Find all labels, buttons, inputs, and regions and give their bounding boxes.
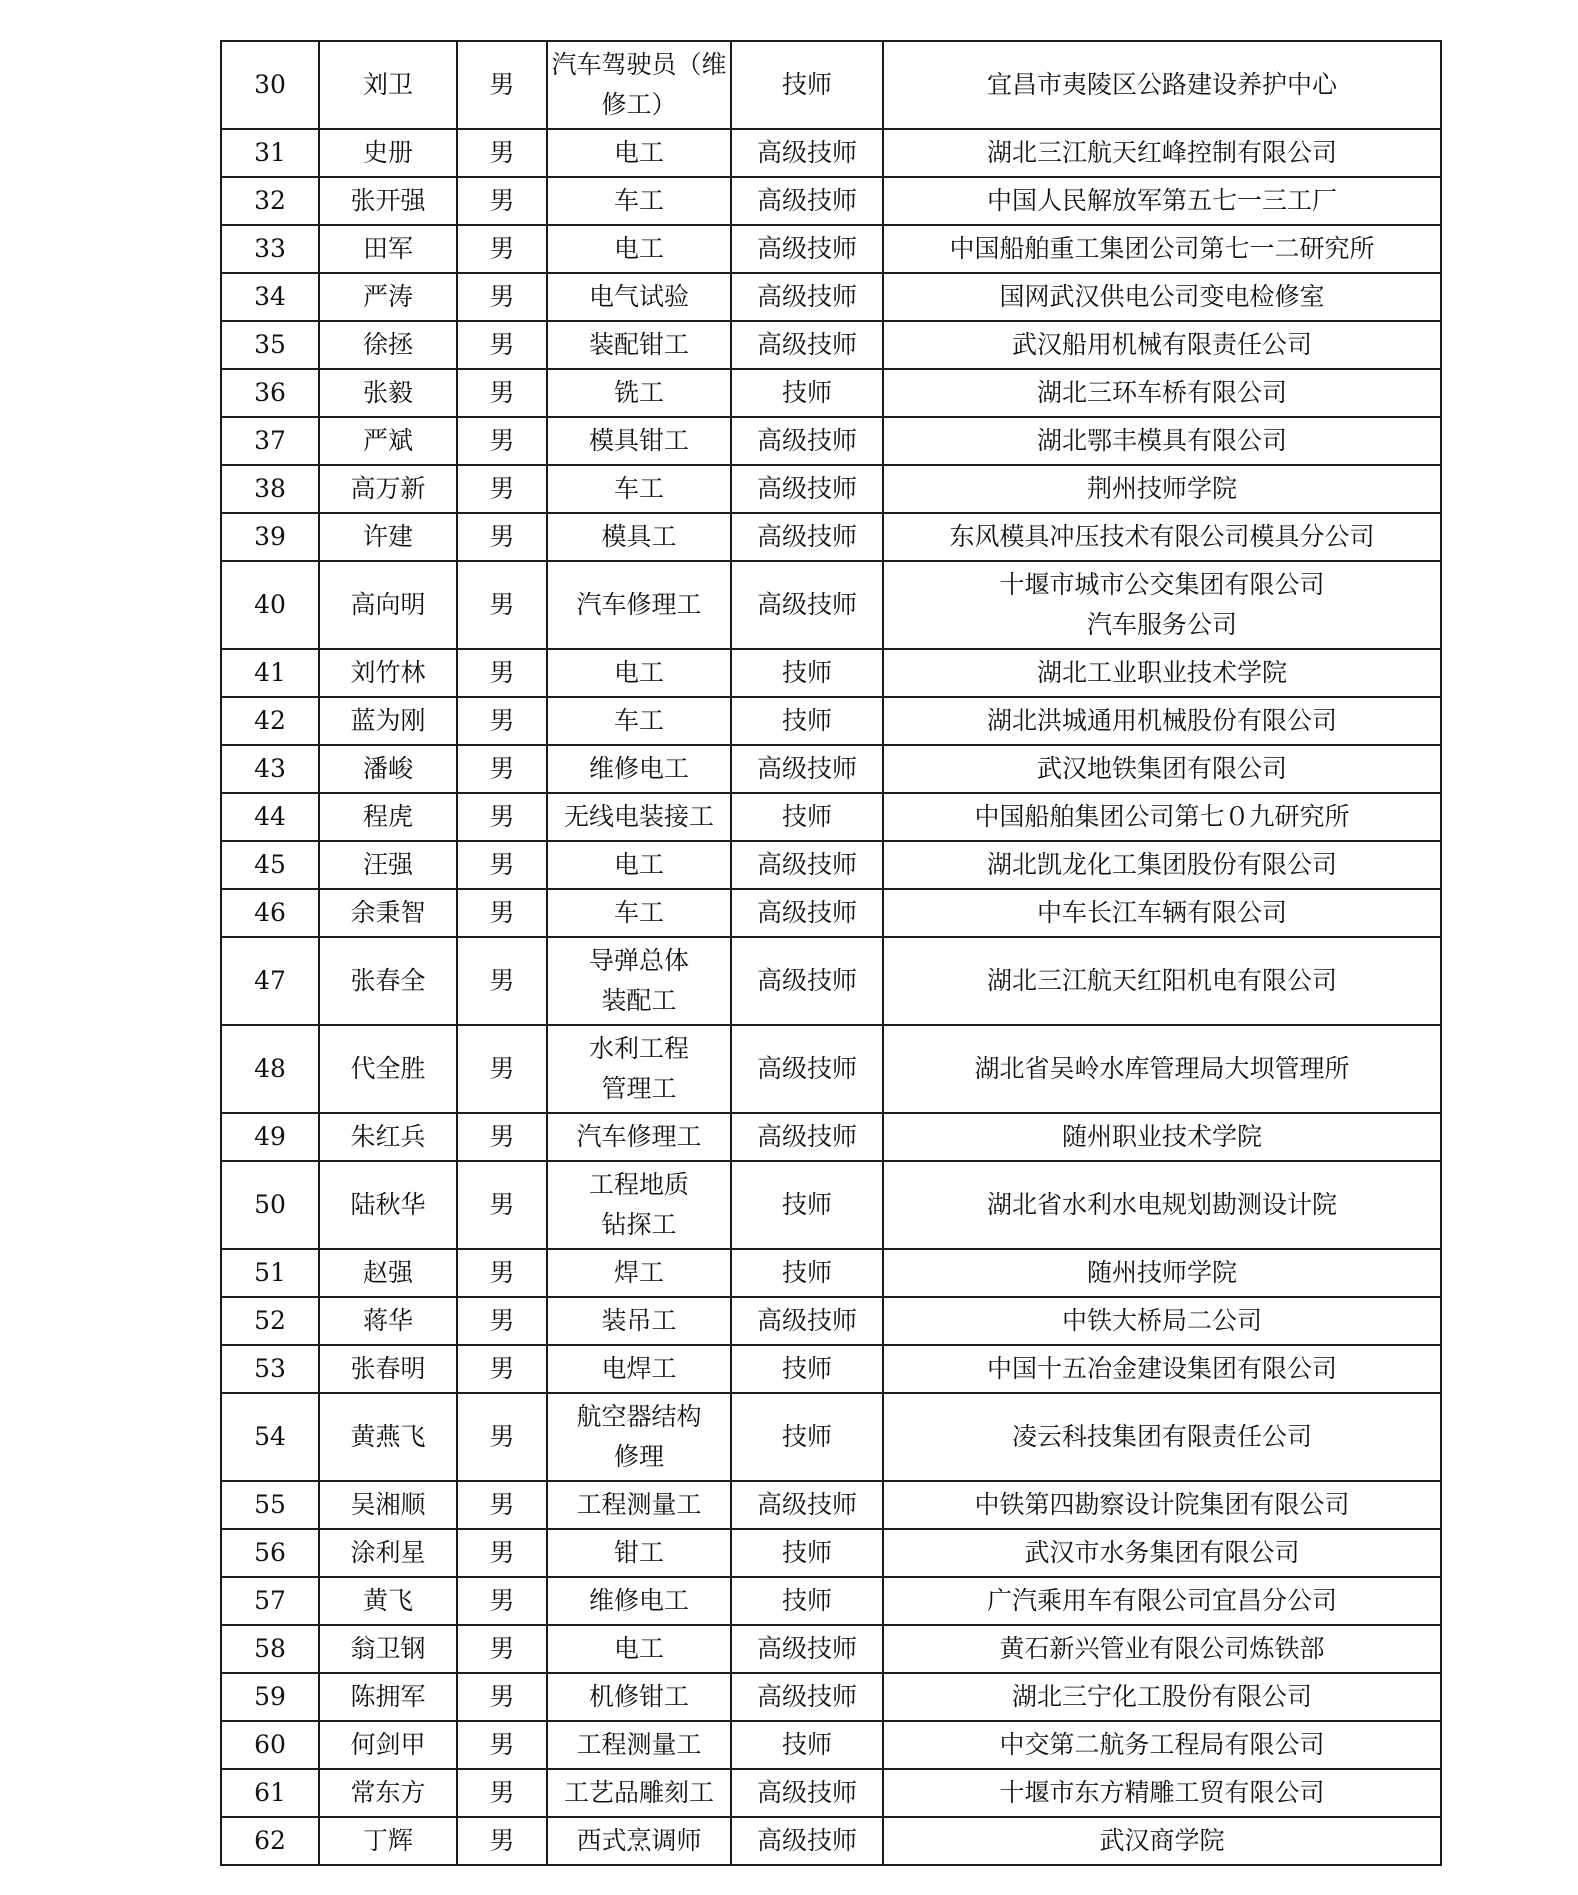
row-number-cell: 35 <box>221 321 319 369</box>
work-unit-cell: 武汉市水务集团有限公司 <box>883 1529 1441 1577</box>
name-cell: 余秉智 <box>319 889 457 937</box>
work-unit-cell: 中国船舶集团公司第七０九研究所 <box>883 793 1441 841</box>
name-cell: 常东方 <box>319 1769 457 1817</box>
name-cell: 张毅 <box>319 369 457 417</box>
row-number-cell: 44 <box>221 793 319 841</box>
work-unit-cell: 凌云科技集团有限责任公司 <box>883 1393 1441 1481</box>
roster-table-body <box>221 41 1441 1865</box>
roster-table <box>220 40 1442 1866</box>
name-cell: 赵强 <box>319 1249 457 1297</box>
occupation-cell: 导弹总体 装配工 <box>547 937 731 1025</box>
gender-cell: 男 <box>457 1249 547 1297</box>
occupation-cell: 航空器结构 修理 <box>547 1393 731 1481</box>
gender-cell: 男 <box>457 745 547 793</box>
table-row <box>221 1345 1441 1393</box>
occupation-cell: 电工 <box>547 1625 731 1673</box>
name-cell: 高向明 <box>319 561 457 649</box>
skill-level-cell: 高级技师 <box>731 225 883 273</box>
table-row <box>221 321 1441 369</box>
work-unit-cell: 中铁第四勘察设计院集团有限公司 <box>883 1481 1441 1529</box>
occupation-cell: 电气试验 <box>547 273 731 321</box>
skill-level-cell: 高级技师 <box>731 417 883 465</box>
occupation-cell: 工艺品雕刻工 <box>547 1769 731 1817</box>
table-row <box>221 1577 1441 1625</box>
name-cell: 徐拯 <box>319 321 457 369</box>
row-number-cell: 62 <box>221 1817 319 1865</box>
occupation-cell: 电工 <box>547 649 731 697</box>
work-unit-cell: 荆州技师学院 <box>883 465 1441 513</box>
skill-level-cell: 高级技师 <box>731 889 883 937</box>
work-unit-cell: 中交第二航务工程局有限公司 <box>883 1721 1441 1769</box>
name-cell: 程虎 <box>319 793 457 841</box>
gender-cell: 男 <box>457 889 547 937</box>
table-row <box>221 177 1441 225</box>
table-row <box>221 129 1441 177</box>
skill-level-cell: 高级技师 <box>731 1297 883 1345</box>
occupation-cell: 工程测量工 <box>547 1721 731 1769</box>
work-unit-cell: 中国船舶重工集团公司第七一二研究所 <box>883 225 1441 273</box>
skill-level-cell: 高级技师 <box>731 937 883 1025</box>
gender-cell: 男 <box>457 1673 547 1721</box>
name-cell: 刘卫 <box>319 41 457 129</box>
skill-level-cell: 技师 <box>731 649 883 697</box>
row-number-cell: 60 <box>221 1721 319 1769</box>
table-row <box>221 1393 1441 1481</box>
occupation-cell: 维修电工 <box>547 1577 731 1625</box>
occupation-cell: 车工 <box>547 889 731 937</box>
work-unit-cell: 武汉船用机械有限责任公司 <box>883 321 1441 369</box>
table-row <box>221 1161 1441 1249</box>
name-cell: 许建 <box>319 513 457 561</box>
skill-level-cell: 技师 <box>731 1577 883 1625</box>
gender-cell: 男 <box>457 1577 547 1625</box>
name-cell: 蒋华 <box>319 1297 457 1345</box>
name-cell: 吴湘顺 <box>319 1481 457 1529</box>
table-row <box>221 1297 1441 1345</box>
row-number-cell: 53 <box>221 1345 319 1393</box>
work-unit-cell: 湖北工业职业技术学院 <box>883 649 1441 697</box>
name-cell: 史册 <box>319 129 457 177</box>
work-unit-cell: 中车长江车辆有限公司 <box>883 889 1441 937</box>
gender-cell: 男 <box>457 561 547 649</box>
gender-cell: 男 <box>457 1769 547 1817</box>
row-number-cell: 48 <box>221 1025 319 1113</box>
work-unit-cell: 东风模具冲压技术有限公司模具分公司 <box>883 513 1441 561</box>
table-row <box>221 1721 1441 1769</box>
skill-level-cell: 技师 <box>731 1161 883 1249</box>
row-number-cell: 40 <box>221 561 319 649</box>
table-row <box>221 1249 1441 1297</box>
table-row <box>221 273 1441 321</box>
row-number-cell: 30 <box>221 41 319 129</box>
occupation-cell: 工程地质 钻探工 <box>547 1161 731 1249</box>
occupation-cell: 模具钳工 <box>547 417 731 465</box>
row-number-cell: 50 <box>221 1161 319 1249</box>
gender-cell: 男 <box>457 273 547 321</box>
table-row <box>221 1481 1441 1529</box>
work-unit-cell: 湖北三江航天红峰控制有限公司 <box>883 129 1441 177</box>
skill-level-cell: 高级技师 <box>731 1625 883 1673</box>
work-unit-cell: 中国十五冶金建设集团有限公司 <box>883 1345 1441 1393</box>
skill-level-cell: 高级技师 <box>731 1113 883 1161</box>
table-row <box>221 41 1441 129</box>
skill-level-cell: 高级技师 <box>731 745 883 793</box>
occupation-cell: 钳工 <box>547 1529 731 1577</box>
table-row <box>221 1625 1441 1673</box>
table-row <box>221 1673 1441 1721</box>
gender-cell: 男 <box>457 225 547 273</box>
skill-level-cell: 高级技师 <box>731 1673 883 1721</box>
table-row <box>221 1113 1441 1161</box>
skill-level-cell: 高级技师 <box>731 129 883 177</box>
table-row <box>221 649 1441 697</box>
work-unit-cell: 湖北三江航天红阳机电有限公司 <box>883 937 1441 1025</box>
name-cell: 严斌 <box>319 417 457 465</box>
row-number-cell: 31 <box>221 129 319 177</box>
work-unit-cell: 十堰市东方精雕工贸有限公司 <box>883 1769 1441 1817</box>
row-number-cell: 45 <box>221 841 319 889</box>
occupation-cell: 电工 <box>547 129 731 177</box>
table-row <box>221 369 1441 417</box>
work-unit-cell: 湖北鄂丰模具有限公司 <box>883 417 1441 465</box>
work-unit-cell: 湖北三环车桥有限公司 <box>883 369 1441 417</box>
work-unit-cell: 国网武汉供电公司变电检修室 <box>883 273 1441 321</box>
work-unit-cell: 黄石新兴管业有限公司炼铁部 <box>883 1625 1441 1673</box>
name-cell: 张开强 <box>319 177 457 225</box>
name-cell: 翁卫钢 <box>319 1625 457 1673</box>
table-row <box>221 1025 1441 1113</box>
gender-cell: 男 <box>457 1297 547 1345</box>
table-row <box>221 1529 1441 1577</box>
gender-cell: 男 <box>457 41 547 129</box>
occupation-cell: 铣工 <box>547 369 731 417</box>
occupation-cell: 车工 <box>547 697 731 745</box>
name-cell: 涂利星 <box>319 1529 457 1577</box>
work-unit-cell: 武汉地铁集团有限公司 <box>883 745 1441 793</box>
skill-level-cell: 高级技师 <box>731 561 883 649</box>
skill-level-cell: 高级技师 <box>731 841 883 889</box>
gender-cell: 男 <box>457 1529 547 1577</box>
skill-level-cell: 技师 <box>731 793 883 841</box>
gender-cell: 男 <box>457 417 547 465</box>
row-number-cell: 55 <box>221 1481 319 1529</box>
work-unit-cell: 湖北三宁化工股份有限公司 <box>883 1673 1441 1721</box>
row-number-cell: 34 <box>221 273 319 321</box>
row-number-cell: 39 <box>221 513 319 561</box>
row-number-cell: 42 <box>221 697 319 745</box>
occupation-cell: 模具工 <box>547 513 731 561</box>
table-row <box>221 697 1441 745</box>
work-unit-cell: 湖北洪城通用机械股份有限公司 <box>883 697 1441 745</box>
table-row <box>221 225 1441 273</box>
skill-level-cell: 高级技师 <box>731 1481 883 1529</box>
work-unit-cell: 随州职业技术学院 <box>883 1113 1441 1161</box>
table-row <box>221 1769 1441 1817</box>
occupation-cell: 西式烹调师 <box>547 1817 731 1865</box>
row-number-cell: 52 <box>221 1297 319 1345</box>
gender-cell: 男 <box>457 465 547 513</box>
row-number-cell: 37 <box>221 417 319 465</box>
work-unit-cell: 宜昌市夷陵区公路建设养护中心 <box>883 41 1441 129</box>
occupation-cell: 电工 <box>547 841 731 889</box>
skill-level-cell: 技师 <box>731 1345 883 1393</box>
row-number-cell: 32 <box>221 177 319 225</box>
row-number-cell: 43 <box>221 745 319 793</box>
skill-level-cell: 技师 <box>731 41 883 129</box>
gender-cell: 男 <box>457 177 547 225</box>
skill-level-cell: 高级技师 <box>731 321 883 369</box>
gender-cell: 男 <box>457 369 547 417</box>
row-number-cell: 41 <box>221 649 319 697</box>
occupation-cell: 汽车修理工 <box>547 561 731 649</box>
occupation-cell: 水利工程 管理工 <box>547 1025 731 1113</box>
name-cell: 刘竹林 <box>319 649 457 697</box>
name-cell: 张春全 <box>319 937 457 1025</box>
occupation-cell: 电工 <box>547 225 731 273</box>
skill-level-cell: 技师 <box>731 1393 883 1481</box>
gender-cell: 男 <box>457 1113 547 1161</box>
table-row <box>221 793 1441 841</box>
gender-cell: 男 <box>457 1721 547 1769</box>
gender-cell: 男 <box>457 129 547 177</box>
gender-cell: 男 <box>457 649 547 697</box>
work-unit-cell: 武汉商学院 <box>883 1817 1441 1865</box>
occupation-cell: 维修电工 <box>547 745 731 793</box>
skill-level-cell: 高级技师 <box>731 465 883 513</box>
name-cell: 黄燕飞 <box>319 1393 457 1481</box>
table-row <box>221 841 1441 889</box>
work-unit-cell: 湖北凯龙化工集团股份有限公司 <box>883 841 1441 889</box>
table-row <box>221 745 1441 793</box>
skill-level-cell: 技师 <box>731 1249 883 1297</box>
gender-cell: 男 <box>457 841 547 889</box>
work-unit-cell: 随州技师学院 <box>883 1249 1441 1297</box>
occupation-cell: 无线电装接工 <box>547 793 731 841</box>
row-number-cell: 58 <box>221 1625 319 1673</box>
skill-level-cell: 技师 <box>731 697 883 745</box>
name-cell: 代全胜 <box>319 1025 457 1113</box>
row-number-cell: 54 <box>221 1393 319 1481</box>
name-cell: 丁辉 <box>319 1817 457 1865</box>
name-cell: 陈拥军 <box>319 1673 457 1721</box>
gender-cell: 男 <box>457 321 547 369</box>
work-unit-cell: 湖北省水利水电规划勘测设计院 <box>883 1161 1441 1249</box>
gender-cell: 男 <box>457 1481 547 1529</box>
gender-cell: 男 <box>457 1625 547 1673</box>
table-row <box>221 1817 1441 1865</box>
skill-level-cell: 高级技师 <box>731 1769 883 1817</box>
gender-cell: 男 <box>457 1817 547 1865</box>
work-unit-cell: 十堰市城市公交集团有限公司 汽车服务公司 <box>883 561 1441 649</box>
table-row <box>221 889 1441 937</box>
gender-cell: 男 <box>457 793 547 841</box>
gender-cell: 男 <box>457 937 547 1025</box>
table-row <box>221 417 1441 465</box>
occupation-cell: 工程测量工 <box>547 1481 731 1529</box>
skill-level-cell: 高级技师 <box>731 1025 883 1113</box>
work-unit-cell: 湖北省吴岭水库管理局大坝管理所 <box>883 1025 1441 1113</box>
row-number-cell: 33 <box>221 225 319 273</box>
work-unit-cell: 中铁大桥局二公司 <box>883 1297 1441 1345</box>
occupation-cell: 装吊工 <box>547 1297 731 1345</box>
name-cell: 严涛 <box>319 273 457 321</box>
name-cell: 朱红兵 <box>319 1113 457 1161</box>
table-row <box>221 561 1441 649</box>
name-cell: 蓝为刚 <box>319 697 457 745</box>
gender-cell: 男 <box>457 513 547 561</box>
row-number-cell: 51 <box>221 1249 319 1297</box>
work-unit-cell: 广汽乘用车有限公司宜昌分公司 <box>883 1577 1441 1625</box>
occupation-cell: 焊工 <box>547 1249 731 1297</box>
occupation-cell: 汽车修理工 <box>547 1113 731 1161</box>
row-number-cell: 49 <box>221 1113 319 1161</box>
name-cell: 田军 <box>319 225 457 273</box>
work-unit-cell: 中国人民解放军第五七一三工厂 <box>883 177 1441 225</box>
occupation-cell: 装配钳工 <box>547 321 731 369</box>
row-number-cell: 56 <box>221 1529 319 1577</box>
table-row <box>221 937 1441 1025</box>
row-number-cell: 61 <box>221 1769 319 1817</box>
table-row <box>221 465 1441 513</box>
skill-level-cell: 技师 <box>731 1529 883 1577</box>
gender-cell: 男 <box>457 1161 547 1249</box>
row-number-cell: 47 <box>221 937 319 1025</box>
row-number-cell: 59 <box>221 1673 319 1721</box>
gender-cell: 男 <box>457 697 547 745</box>
row-number-cell: 36 <box>221 369 319 417</box>
skill-level-cell: 高级技师 <box>731 513 883 561</box>
table-row <box>221 513 1441 561</box>
skill-level-cell: 技师 <box>731 369 883 417</box>
name-cell: 何剑甲 <box>319 1721 457 1769</box>
name-cell: 黄飞 <box>319 1577 457 1625</box>
occupation-cell: 机修钳工 <box>547 1673 731 1721</box>
skill-level-cell: 高级技师 <box>731 1817 883 1865</box>
gender-cell: 男 <box>457 1025 547 1113</box>
occupation-cell: 汽车驾驶员（维 修工） <box>547 41 731 129</box>
name-cell: 潘峻 <box>319 745 457 793</box>
skill-level-cell: 高级技师 <box>731 273 883 321</box>
row-number-cell: 46 <box>221 889 319 937</box>
name-cell: 陆秋华 <box>319 1161 457 1249</box>
name-cell: 高万新 <box>319 465 457 513</box>
skill-level-cell: 高级技师 <box>731 177 883 225</box>
row-number-cell: 38 <box>221 465 319 513</box>
name-cell: 张春明 <box>319 1345 457 1393</box>
occupation-cell: 电焊工 <box>547 1345 731 1393</box>
gender-cell: 男 <box>457 1345 547 1393</box>
row-number-cell: 57 <box>221 1577 319 1625</box>
skill-level-cell: 技师 <box>731 1721 883 1769</box>
occupation-cell: 车工 <box>547 465 731 513</box>
name-cell: 汪强 <box>319 841 457 889</box>
gender-cell: 男 <box>457 1393 547 1481</box>
occupation-cell: 车工 <box>547 177 731 225</box>
